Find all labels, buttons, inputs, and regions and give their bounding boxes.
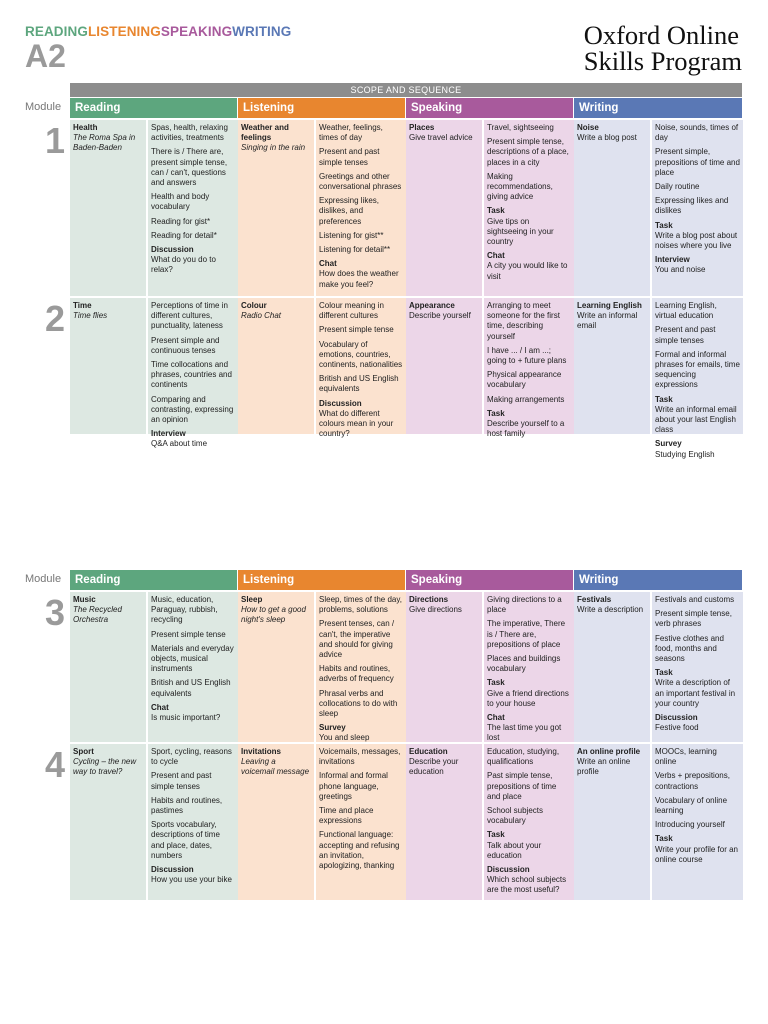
activity-heading: Interview [655, 255, 690, 265]
column-header-speaking: Speaking [406, 570, 573, 590]
column-header-listening: Listening [238, 98, 405, 118]
task-text: Give tips on sightseeing in your country [487, 216, 554, 247]
detail-item: Time collocations and phrases, countries and continents [151, 360, 232, 390]
topic-title: Appearance [409, 301, 455, 310]
activity-block [151, 245, 235, 276]
task-block [655, 395, 740, 436]
activity-text: How does the weather make you feel? [319, 269, 399, 289]
task-block [655, 834, 740, 865]
detail-item: Education, studying, qualifications [487, 747, 560, 767]
detail-item: Expressing likes and dislikes [655, 196, 729, 216]
topic-title: Noise [577, 123, 599, 132]
task-text: Write a description of an important festival in your country [655, 678, 736, 708]
writing-detail-cell [652, 298, 743, 459]
scope-banner: SCOPE AND SEQUENCE [70, 83, 742, 97]
topic-subtitle: Describe yourself [409, 311, 471, 321]
topic-title: Learning English [577, 301, 642, 310]
topic-title: Education [409, 747, 448, 756]
speaking-topic-cell [406, 744, 483, 900]
detail-item: Arranging to meet someone for the first time, describing yourself [487, 301, 560, 341]
activity-text: A city you would like to visit [487, 261, 568, 281]
reading-topic-cell [70, 592, 147, 742]
detail-item: British and US English equivalents [319, 374, 399, 394]
topic-title: Sleep [241, 595, 263, 604]
detail-item: Present and past simple tenses [151, 771, 212, 791]
detail-item: Introducing yourself [655, 820, 725, 830]
reading-detail-cell [148, 298, 238, 449]
brand-listening: LISTENING [87, 24, 161, 39]
detail-item: British and US English equivalents [151, 678, 231, 698]
detail-item: Time and place expressions [319, 806, 374, 826]
activity-block [655, 255, 740, 275]
program-title [584, 22, 742, 74]
reading-detail-cell [148, 744, 238, 900]
topic-title: Directions [409, 595, 449, 604]
activity-block [655, 439, 740, 459]
activity-block [319, 259, 403, 290]
detail-item: Present tenses, can / can't, the imperative and should for giving advice [319, 619, 395, 660]
detail-item: Listening for gist** [319, 230, 384, 240]
activity-text: How you use your bike [151, 875, 232, 885]
topic-title: Weather and feelings [241, 123, 289, 143]
task-block [487, 206, 571, 247]
activity-text: Which school subjects are the most useful? [487, 875, 567, 895]
module-row [25, 120, 742, 296]
topic-subtitle: Leaving a voicemail message [241, 757, 310, 777]
module-number: 3 [45, 592, 66, 633]
column-header-reading: Reading [70, 98, 237, 118]
column-header-reading: Reading [70, 570, 237, 590]
detail-item: Reading for detail* [151, 230, 217, 240]
writing-topic-cell [574, 298, 651, 434]
detail-item: Weather, feelings, times of day [319, 123, 383, 143]
task-text: Write your profile for an online course [655, 844, 738, 864]
writing-topic-cell [574, 744, 651, 900]
detail-item: Habits and routines, pastimes [151, 795, 223, 816]
topic-title: Time [73, 301, 92, 310]
reading-topic-cell [70, 120, 147, 296]
brand-speaking: SPEAKING [160, 24, 233, 39]
task-text: Talk about your education [487, 840, 542, 860]
activity-text: Festive food [655, 723, 699, 733]
activity-block [487, 713, 571, 744]
detail-item: Present simple tense, verb phrases [655, 609, 732, 629]
reading-topic-cell [70, 744, 147, 900]
column-header-listening: Listening [238, 570, 405, 590]
column-header-writing: Writing [574, 98, 742, 118]
detail-item: I have ... / I am ...; going to + future plans [487, 345, 567, 366]
listening-topic-cell [238, 592, 315, 742]
program-title-line2: Skills Program [583, 46, 742, 76]
detail-item: Greetings and other conversational phrases [319, 171, 402, 192]
reading-topic-cell [70, 298, 147, 434]
column-header-row [25, 98, 742, 118]
module-column-label: Module [25, 101, 62, 113]
activity-block [487, 865, 571, 896]
activity-text: Studying English [655, 449, 715, 459]
listening-topic-cell [238, 120, 315, 296]
column-header-speaking: Speaking [406, 98, 573, 118]
topic-subtitle: Write a description [577, 605, 644, 615]
task-block [487, 678, 571, 709]
topic-title: An online profile [577, 747, 641, 756]
detail-item: Making recommendations, giving advice [487, 171, 553, 202]
activity-block [487, 251, 571, 282]
listening-detail-cell [316, 592, 406, 742]
detail-item: Functional language: accepting and refusing an invitation, apologizing, thanking [319, 830, 400, 871]
module-row [25, 744, 742, 900]
topic-subtitle: Write an informal email [577, 311, 638, 331]
activity-heading: Survey [319, 723, 346, 733]
topic-subtitle: Write an online profile [577, 757, 631, 777]
module-row [25, 298, 742, 459]
speaking-detail-cell [484, 120, 574, 296]
listening-detail-cell [316, 120, 406, 296]
activity-heading: Discussion [487, 865, 530, 875]
detail-item: Noise, sounds, times of day [655, 123, 739, 143]
topic-subtitle: Write a blog post [577, 133, 637, 143]
activity-heading: Interview [151, 429, 186, 439]
detail-item: Giving directions to a place [487, 595, 562, 615]
activity-text: You and sleep [319, 733, 370, 743]
task-block [487, 409, 571, 440]
detail-item: Sports vocabulary, descriptions of time and place, dates, numbers [151, 820, 220, 860]
detail-item: Present simple tense [319, 325, 394, 335]
detail-item: Colour meaning in different cultures [319, 301, 384, 321]
writing-detail-cell [652, 744, 743, 900]
detail-item: Learning English, virtual education [655, 301, 717, 321]
detail-item: Vocabulary of online learning [655, 795, 728, 816]
module-number: 1 [45, 120, 66, 161]
activity-text: Is music important? [151, 713, 221, 723]
detail-item: There is / There are, present simple tense, can / can't, questions and answers [151, 147, 228, 188]
detail-item: Festive clothes and food, months and seasons [655, 633, 724, 664]
module-number: 4 [45, 744, 66, 785]
listening-topic-cell [238, 744, 315, 900]
activity-text: What do you do to relax? [151, 255, 216, 275]
topic-subtitle: Time flies [73, 311, 108, 321]
detail-item: Perceptions of time in different cultures, punctuality, lateness [151, 301, 228, 331]
detail-item: Listening for detail** [319, 245, 391, 255]
program-title-line1: Oxford Online [583, 20, 740, 50]
column-header-writing: Writing [574, 570, 742, 590]
speaking-detail-cell [484, 744, 574, 900]
topic-title: Sport [73, 747, 94, 756]
detail-item: Present and past simple tenses [319, 147, 380, 167]
task-heading: Task [655, 220, 673, 230]
activity-block [151, 703, 235, 723]
listening-detail-cell [316, 744, 406, 900]
task-text: Write a blog post about noises where you live [655, 230, 738, 251]
detail-item: Present simple, prepositions of time and place [655, 147, 740, 177]
activity-heading: Discussion [151, 865, 194, 875]
task-text: Give a friend directions to your house [487, 688, 569, 708]
topic-subtitle: Singing in the rain [241, 143, 306, 153]
detail-item: Habits and routines, adverbs of frequency [319, 664, 394, 684]
topic-title: Health [73, 123, 98, 132]
reading-detail-cell [148, 592, 238, 742]
detail-item: Spas, health, relaxing activities, treatments [151, 123, 228, 143]
task-heading: Task [655, 394, 673, 404]
speaking-topic-cell [406, 298, 483, 434]
detail-item: Vocabulary of emotions, countries, continents, nationalities [319, 339, 403, 370]
detail-item: Sleep, times of the day, problems, solutions [319, 595, 403, 615]
topic-subtitle: Give travel advice [409, 133, 473, 143]
activity-block [319, 399, 403, 440]
task-heading: Task [487, 830, 505, 840]
module-row [25, 592, 742, 742]
topic-subtitle: Radio Chat [241, 311, 282, 321]
task-text: Describe yourself to a host family [487, 419, 565, 439]
listening-topic-cell [238, 298, 315, 434]
task-block [655, 221, 740, 252]
detail-item: Phrasal verbs and collocations to do with sleep [319, 688, 398, 719]
speaking-topic-cell [406, 592, 483, 742]
detail-item: Present simple tense, descriptions of a place, places in a city [487, 137, 569, 167]
module-column-label: Module [25, 573, 62, 585]
detail-item: Formal and informal phrases for emails, time sequencing expressions [655, 349, 740, 390]
topic-title: Colour [241, 301, 267, 310]
writing-topic-cell [574, 120, 651, 296]
activity-heading: Discussion [655, 713, 698, 723]
detail-item: Health and body vocabulary [151, 192, 210, 212]
brand-reading: READING [25, 24, 88, 39]
detail-item: Informal and formal phone language, greetings [319, 771, 388, 801]
level-label: A2 [25, 38, 66, 74]
detail-item: Present simple and continuous tenses [151, 335, 220, 355]
detail-item: Verbs + prepositions, contractions [655, 771, 730, 791]
task-block [655, 668, 740, 709]
task-heading: Task [487, 206, 505, 216]
activity-block [151, 865, 235, 885]
detail-item: Comparing and contrasting, expressing an opinion [151, 394, 234, 425]
detail-item: Festivals and customs [655, 595, 735, 604]
topic-subtitle: Cycling – the new way to travel? [73, 757, 137, 777]
topic-title: Places [409, 123, 435, 132]
detail-item: Past simple tense, prepositions of time and place [487, 771, 557, 801]
activity-heading: Discussion [319, 398, 362, 408]
activity-heading: Chat [319, 259, 337, 269]
topic-subtitle: Describe your education [409, 757, 459, 777]
detail-item: Voicemails, messages, invitations [319, 747, 401, 767]
activity-text: Q&A about time [151, 439, 208, 449]
activity-block [655, 713, 740, 733]
activity-heading: Chat [487, 713, 505, 723]
detail-item: Travel, sightseeing [487, 123, 554, 132]
detail-item: MOOCs, learning online [655, 747, 717, 767]
speaking-detail-cell [484, 592, 574, 742]
activity-text: What do different colours mean in your country? [319, 408, 394, 439]
topic-subtitle: How to get a good night's sleep [241, 605, 306, 625]
activity-heading: Survey [655, 439, 682, 449]
listening-detail-cell [316, 298, 406, 439]
detail-item: Present simple tense [151, 629, 226, 639]
writing-detail-cell [652, 120, 743, 296]
writing-topic-cell [574, 592, 651, 742]
topic-subtitle: The Roma Spa in Baden-Baden [73, 133, 136, 153]
task-heading: Task [655, 834, 673, 844]
detail-item: Expressing likes, dislikes, and preferences [319, 196, 380, 226]
task-heading: Task [487, 678, 505, 688]
detail-item: Present and past simple tenses [655, 325, 716, 345]
topic-title: Music [73, 595, 96, 604]
skills-brand [25, 24, 291, 39]
detail-item: Daily routine [655, 182, 700, 192]
speaking-detail-cell [484, 298, 574, 439]
detail-item: Places and buildings vocabulary [487, 654, 561, 674]
detail-item: Materials and everyday objects, musical instruments [151, 643, 234, 674]
detail-item: Sport, cycling, reasons to cycle [151, 747, 232, 767]
writing-detail-cell [652, 592, 743, 742]
activity-block [319, 723, 403, 743]
activity-heading: Chat [151, 702, 169, 712]
detail-item: The imperative, There is / There are, prepositions of place [487, 619, 566, 649]
task-text: Write an informal email about your last English class [655, 404, 737, 435]
module-number: 2 [45, 298, 66, 339]
detail-item: Reading for gist* [151, 216, 211, 226]
detail-item: Physical appearance vocabulary [487, 370, 562, 390]
brand-writing: WRITING [232, 24, 292, 39]
column-header-row [25, 570, 742, 590]
activity-heading: Discussion [151, 245, 194, 255]
detail-item: Music, education, Paraguay, rubbish, recycling [151, 595, 218, 625]
topic-title: Festivals [577, 595, 612, 604]
task-block [487, 830, 571, 861]
topic-title: Invitations [241, 747, 282, 756]
activity-text: The last time you got lost [487, 723, 562, 743]
topic-subtitle: Give directions [409, 605, 462, 615]
activity-heading: Chat [487, 251, 505, 261]
topic-subtitle: The Recycled Orchestra [73, 605, 122, 625]
task-heading: Task [655, 668, 673, 678]
detail-item: School subjects vocabulary [487, 806, 544, 826]
task-heading: Task [487, 408, 505, 418]
activity-block [151, 429, 235, 449]
reading-detail-cell [148, 120, 238, 296]
activity-text: You and noise [655, 265, 706, 275]
detail-item: Making arrangements [487, 394, 565, 404]
speaking-topic-cell [406, 120, 483, 296]
